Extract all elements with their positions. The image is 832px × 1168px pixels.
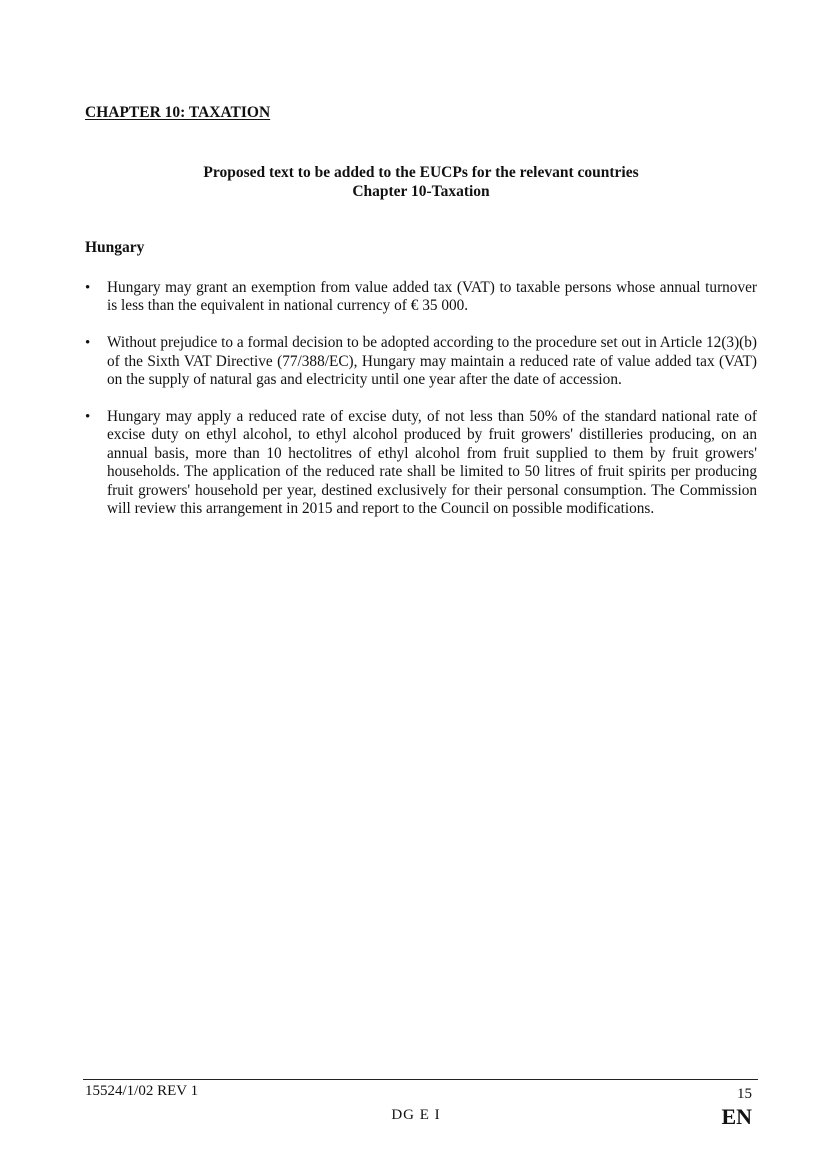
proposed-text-heading <box>85 163 757 201</box>
department-code: DG E I <box>391 1107 441 1123</box>
list-item-text: Hungary may grant an exemption from value added tax (VAT) to taxable persons whose annual turnover is less than the equivalent in national currency of € 35 000. <box>107 279 757 315</box>
proposed-text-title: Proposed text to be added to the EUCPs for the relevant countries <box>203 164 639 181</box>
document-reference: 15524/1/02 REV 1 <box>85 1083 199 1099</box>
list-item <box>85 334 757 389</box>
footer-divider <box>83 1079 758 1080</box>
chapter-heading: CHAPTER 10: TAXATION <box>85 104 271 121</box>
list-item-text: Without prejudice to a formal decision to be adopted according to the procedure set out in Article 12(3)(b) of the Sixth VAT Directive (77/388/EC), Hungary may maintain a reduced rate of value added tax (VAT) on the supply of natural gas and electricity until one year after the date of accession. <box>107 334 757 389</box>
language-code: EN <box>721 1104 752 1129</box>
list-item <box>85 279 757 316</box>
list-item <box>85 408 757 518</box>
bullet-icon: • <box>85 280 91 296</box>
list-item-text: Hungary may apply a reduced rate of excise duty, of not less than 50% of the standard national rate of excise duty on ethyl alcohol, to ethyl alcohol produced by fruit growers' distilleries producing, on an annual basis, more than 10 hectolitres of ethyl alcohol from fruit supplied to them by fruit growers' households. The application of the reduced rate shall be limited to 50 litres of fruit spirits per producing fruit growers' household per year, destined exclusively for their personal consumption. The Commission will review this arrangement in 2015 and report to the Council on possible modifications. <box>107 408 757 518</box>
bullet-icon: • <box>85 409 91 426</box>
provisions-list <box>85 279 757 537</box>
bullet-icon: • <box>85 335 91 352</box>
page-number: 15 <box>737 1086 752 1102</box>
proposed-text-subtitle: Chapter 10-Taxation <box>352 183 490 200</box>
country-heading: Hungary <box>85 239 145 256</box>
